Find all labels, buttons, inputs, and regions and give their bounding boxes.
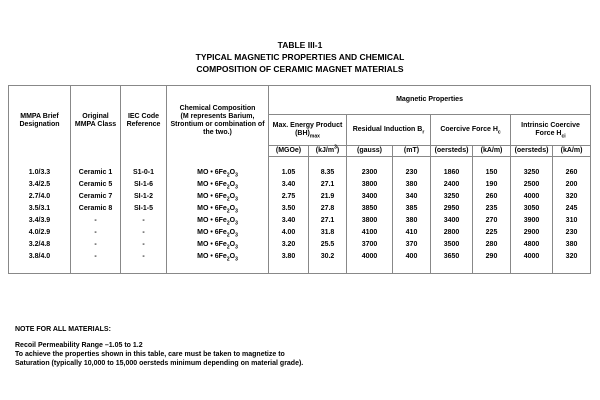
cell-des: 1.0/3.3: [9, 157, 71, 180]
cell-mgoe: 2.75: [269, 191, 309, 203]
chem-formula: MO • 6Fe: [197, 168, 227, 176]
chem-sub-fe: 2: [226, 208, 230, 215]
cell-mgoe: 3.40: [269, 179, 309, 191]
table-row: [9, 179, 591, 191]
header-residual-induction: [347, 115, 431, 146]
cell-mgoe: 1.05: [269, 157, 309, 180]
cell-mgoe: 3.20: [269, 239, 309, 251]
header-coercive-force: [431, 115, 511, 146]
cell-ka2: 245: [553, 203, 591, 215]
chem-oxygen: O: [229, 181, 236, 188]
cell-gauss: 2300: [347, 157, 393, 180]
cell-oe: 3500: [431, 239, 473, 251]
chem-formula: MO • 6Fe: [197, 253, 227, 260]
chem-sub-fe: 2: [226, 220, 230, 227]
cell-chem: [167, 239, 269, 251]
unit-mt: (mT): [393, 146, 431, 157]
cell-des: 4.0/2.9: [9, 227, 71, 239]
cell-iec: SI-1-5: [121, 203, 167, 215]
cell-cls: Ceramic 8: [71, 203, 121, 215]
cell-gauss: 3800: [347, 215, 393, 227]
chem-sub-o: 3: [235, 244, 238, 251]
table-row: [9, 215, 591, 227]
cell-chem: [167, 191, 269, 203]
cell-mt: 410: [393, 227, 431, 239]
cell-iec: -: [121, 215, 167, 227]
cell-gauss: 3700: [347, 239, 393, 251]
cell-oe: 2800: [431, 227, 473, 239]
cell-cls: -: [71, 215, 121, 227]
coercive-label: Coercive Force H: [440, 126, 498, 133]
chem-sub-o: 3: [235, 232, 238, 239]
max-energy-label: Max. Energy Product (BH): [272, 122, 343, 137]
chem-sub-o: 3: [235, 208, 238, 215]
table-number: TABLE III-1: [277, 40, 323, 50]
table-row: [9, 191, 591, 203]
cell-cls: -: [71, 227, 121, 239]
unit-kjm3-sup: 3: [334, 144, 337, 151]
unit-oersteds-intrinsic: (oersteds): [511, 146, 553, 157]
chem-sub-o: 3: [235, 256, 238, 263]
cell-oe2: 3250: [511, 157, 553, 180]
cell-oe: 2950: [431, 203, 473, 215]
cell-kj: 21.9: [309, 191, 347, 203]
chem-formula: MO • 6Fe: [197, 229, 227, 236]
cell-chem: [167, 179, 269, 191]
chem-comp-title: Chemical Composition: [179, 105, 256, 113]
unit-gauss: (gauss): [347, 146, 393, 157]
chem-formula: MO • 6Fe: [197, 241, 227, 248]
header-max-energy: [269, 115, 347, 146]
cell-ka: 260: [473, 191, 511, 203]
cell-oe2: 3900: [511, 215, 553, 227]
cell-mt: 380: [393, 179, 431, 191]
cell-des: 3.4/3.9: [9, 215, 71, 227]
cell-kj: 27.1: [309, 215, 347, 227]
cell-cls: Ceramic 5: [71, 179, 121, 191]
notes-heading: NOTE FOR ALL MATERIALS:: [15, 326, 111, 333]
cell-des: 3.4/2.5: [9, 179, 71, 191]
cell-des: 3.8/4.0: [9, 251, 71, 274]
header-chemical-composition: [167, 86, 269, 157]
table-row: [9, 239, 591, 251]
cell-oe: 3650: [431, 251, 473, 274]
cell-iec: SI-1-2: [121, 191, 167, 203]
header-original-class: Original MMPA Class: [71, 86, 121, 157]
unit-kjm3-text: (kJ/m: [315, 147, 335, 154]
cell-iec: -: [121, 227, 167, 239]
cell-ka2: 230: [553, 227, 591, 239]
cell-chem: [167, 203, 269, 215]
cell-ka2: 380: [553, 239, 591, 251]
cell-mgoe: 3.40: [269, 215, 309, 227]
chem-oxygen: O: [229, 229, 236, 236]
table-body: [9, 157, 591, 274]
cell-ka2: 320: [553, 251, 591, 274]
residual-label: Residual Induction B: [352, 126, 423, 133]
cell-oe: 3400: [431, 215, 473, 227]
cell-gauss: 4100: [347, 227, 393, 239]
cell-mgoe: 3.50: [269, 203, 309, 215]
chem-oxygen: O: [229, 168, 236, 176]
cell-ka: 280: [473, 239, 511, 251]
cell-chem: [167, 227, 269, 239]
cell-oe: 3250: [431, 191, 473, 203]
chem-formula: MO • 6Fe: [197, 217, 227, 224]
cell-ka2: 320: [553, 191, 591, 203]
cell-kj: 8.35: [309, 157, 347, 180]
cell-ka2: 200: [553, 179, 591, 191]
table-row: [9, 227, 591, 239]
cell-kj: 30.2: [309, 251, 347, 274]
cell-ka: 150: [473, 157, 511, 180]
cell-mt: 400: [393, 251, 431, 274]
cell-oe2: 4000: [511, 251, 553, 274]
cell-oe2: 2900: [511, 227, 553, 239]
cell-gauss: 3400: [347, 191, 393, 203]
header-iec-code: IEC Code Reference: [121, 86, 167, 157]
unit-kjm3-close: ): [336, 147, 340, 154]
cell-chem: [167, 215, 269, 227]
header-intrinsic-coercive-force: [511, 115, 591, 146]
note-saturation: Saturation (typically 10,000 to 15,000 oersteds minimum depending on material grade).: [15, 360, 304, 367]
cell-mt: 380: [393, 215, 431, 227]
cell-mgoe: 3.80: [269, 251, 309, 274]
cell-gauss: 3850: [347, 203, 393, 215]
cell-cls: Ceramic 7: [71, 191, 121, 203]
cell-mgoe: 4.00: [269, 227, 309, 239]
cell-gauss: 4000: [347, 251, 393, 274]
chem-sub-o: 3: [235, 184, 238, 191]
cell-oe2: 2500: [511, 179, 553, 191]
cell-gauss: 3800: [347, 179, 393, 191]
chem-formula: MO • 6Fe: [197, 193, 227, 200]
unit-mgoe: (MGOe): [269, 146, 309, 157]
cell-cls: -: [71, 251, 121, 274]
unit-kam-intrinsic: (kA/m): [553, 146, 591, 157]
cell-ka: 225: [473, 227, 511, 239]
cell-des: 3.2/4.8: [9, 239, 71, 251]
cell-ka2: 310: [553, 215, 591, 227]
unit-kjm3: [309, 146, 347, 157]
cell-mt: 370: [393, 239, 431, 251]
cell-oe2: 4800: [511, 239, 553, 251]
table-title-line-1: TYPICAL MAGNETIC PROPERTIES AND CHEMICAL: [195, 52, 405, 62]
cell-oe2: 4000: [511, 191, 553, 203]
intrinsic-label: Intrinsic Coercive Force H: [521, 122, 580, 137]
chem-oxygen: O: [229, 193, 236, 200]
table-row: [9, 203, 591, 215]
cell-ka: 290: [473, 251, 511, 274]
chem-formula: MO • 6Fe: [197, 205, 227, 212]
table-row: [9, 251, 591, 274]
cell-oe: 2400: [431, 179, 473, 191]
cell-des: 2.7/4.0: [9, 191, 71, 203]
cell-cls: Ceramic 1: [71, 157, 121, 180]
cell-chem: [167, 157, 269, 180]
chem-oxygen: O: [229, 217, 236, 224]
cell-des: 3.5/3.1: [9, 203, 71, 215]
cell-chem: [167, 251, 269, 274]
chem-sub-fe: 2: [226, 184, 230, 191]
residual-sub: r: [422, 129, 425, 136]
cell-kj: 25.5: [309, 239, 347, 251]
cell-ka: 235: [473, 203, 511, 215]
cell-oe: 1860: [431, 157, 473, 180]
chem-oxygen: O: [229, 205, 236, 212]
cell-kj: 27.1: [309, 179, 347, 191]
chem-sub-o: 3: [235, 196, 238, 203]
chem-sub-fe: 2: [226, 256, 230, 263]
chem-oxygen: O: [229, 253, 236, 260]
chem-sub-fe: 2: [226, 244, 230, 251]
cell-ka: 190: [473, 179, 511, 191]
max-energy-sub: max: [309, 133, 320, 140]
cell-mt: 385: [393, 203, 431, 215]
table-title-line-2: COMPOSITION OF CERAMIC MAGNET MATERIALS: [196, 64, 404, 74]
chem-sub-o: 3: [235, 220, 238, 227]
cell-iec: -: [121, 251, 167, 274]
chem-formula: MO • 6Fe: [197, 181, 227, 188]
cell-kj: 27.8: [309, 203, 347, 215]
cell-iec: -: [121, 239, 167, 251]
magnet-properties-table: [8, 85, 591, 274]
unit-oersteds: (oersteds): [431, 146, 473, 157]
cell-ka: 270: [473, 215, 511, 227]
cell-mt: 230: [393, 157, 431, 180]
chem-sub-fe: 2: [226, 172, 230, 179]
coercive-sub: c: [497, 129, 501, 136]
note-magnetize: To achieve the properties shown in this table, care must be taken to magnetize to: [15, 351, 285, 358]
chem-comp-note: (M represents Barium, Strontium or combination of the two.): [170, 113, 265, 137]
cell-cls: -: [71, 239, 121, 251]
note-recoil-permeability: Recoil Permeability Range –1.05 to 1.2: [15, 342, 143, 349]
cell-oe2: 3050: [511, 203, 553, 215]
intrinsic-sub: ci: [561, 133, 566, 140]
table-row: [9, 157, 591, 180]
unit-kam: (kA/m): [473, 146, 511, 157]
cell-mt: 340: [393, 191, 431, 203]
header-magnetic-properties: Magnetic Properties: [269, 86, 591, 115]
chem-sub-fe: 2: [226, 232, 230, 239]
cell-iec: S1-0-1: [121, 157, 167, 180]
header-mmpa-brief: MMPA Brief Designation: [9, 86, 71, 157]
cell-ka2: 260: [553, 157, 591, 180]
chem-sub-o: 3: [235, 172, 238, 179]
cell-iec: SI-1-6: [121, 179, 167, 191]
cell-kj: 31.8: [309, 227, 347, 239]
chem-sub-fe: 2: [226, 196, 230, 203]
chem-oxygen: O: [229, 241, 236, 248]
